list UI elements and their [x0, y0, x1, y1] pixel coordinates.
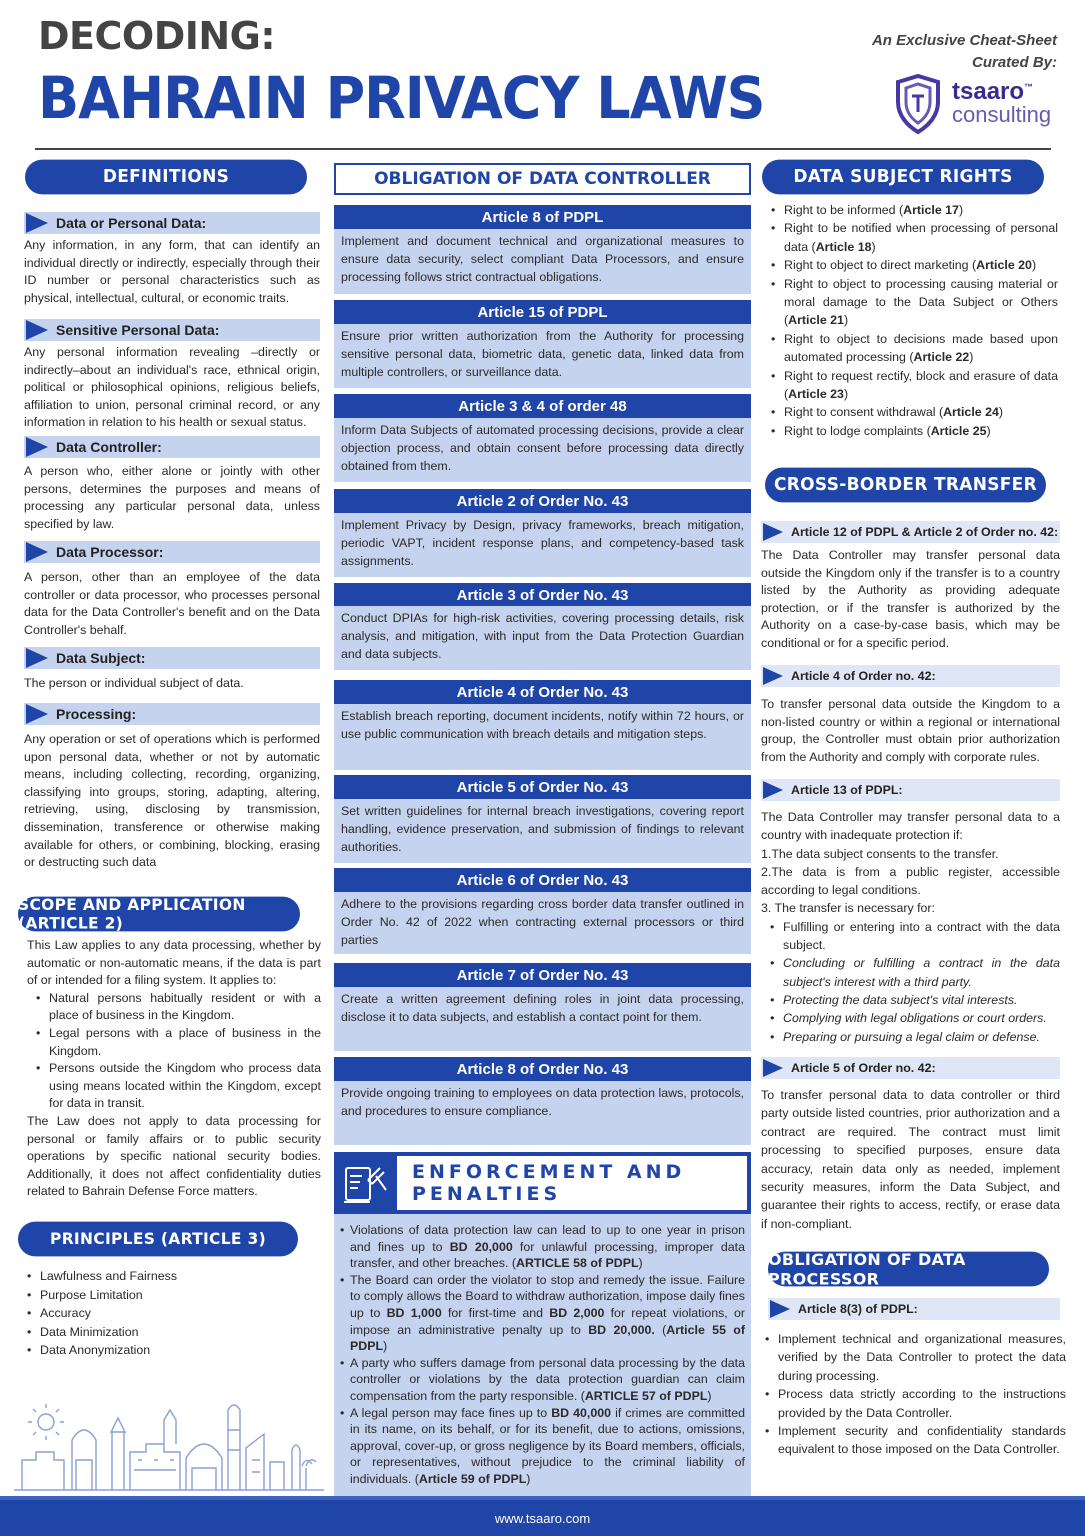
enforcement-bullets	[340, 1222, 745, 1488]
logo-subtitle: consulting	[952, 102, 1052, 127]
right-item: • Right to be notified when processing of personal data (Article 18)	[770, 219, 1058, 256]
article-body: Establish breach reporting, document incidents, notify within 72 hours, or use public communication with breach details and mitigation steps.	[334, 704, 751, 770]
crossborder-s3-bullets	[769, 918, 1060, 1046]
triangle-icon	[26, 213, 48, 233]
crossborder-bullet: • Complying with legal obligations or court orders.	[769, 1009, 1060, 1027]
header-divider	[35, 148, 1051, 150]
article-heading: Article 3 & 4 of order 48	[334, 394, 751, 418]
scope-bullets	[35, 990, 321, 1113]
curated-by-label: Curated By:	[971, 54, 1057, 71]
article-heading: Article 2 of Order No. 43	[334, 489, 751, 513]
processor-title: OBLIGATION OF DATA PROCESSOR	[768, 1252, 1049, 1287]
enforcement-bullet: • The Board can order the violator to stop and remedy the issue. Failure to comply allows the Board to withdraw authorization, impose daily fines up to BD 1,000 for first-time and BD 2,000 for repeat violations, or impose an administrative penalty up to BD 20,000. (Article 55 of PDPL)	[340, 1272, 745, 1355]
triangle-icon	[26, 542, 48, 562]
triangle-icon	[26, 437, 48, 457]
processor-bullet: • Implement security and confidentiality standards equivalent to those imposed on the Data Controller.	[764, 1422, 1066, 1459]
article-heading: Article 4 of Order No. 43	[334, 680, 751, 704]
crossborder-bullet: • Fulfilling or entering into a contract with the data subject.	[769, 918, 1060, 955]
article-body: Create a written agreement defining roles in joint data processing, disclose it to data subjects, and establish a contact point for them.	[334, 987, 751, 1051]
triangle-icon	[763, 781, 783, 799]
article-heading: Article 5 of Order No. 43	[334, 775, 751, 799]
triangle-icon	[770, 1300, 790, 1318]
crossborder-s3-line: 2.The data is from a public register, accessible according to legal conditions.	[761, 864, 1060, 898]
logo-name: tsaaro™	[952, 78, 1034, 105]
triangle-icon	[763, 1059, 783, 1077]
def-text-sensitive-data: Any personal information revealing –directly or indirectly–about an individual's race, ethnical origin, political or philosophical opinions, religious beliefs, affiliation to union, personal criminal record, or any information in relation to his health or sexual status.	[24, 345, 320, 430]
processor-bullets	[764, 1330, 1066, 1459]
right-item: • Right to object to decisions made based upon automated processing (Article 22)	[770, 330, 1058, 367]
article-body: Implement and document technical and organizational measures to ensure data security, select compliant Data Processors, and ensure processing follows strict contractual obligations.	[334, 229, 751, 294]
definitions-title: DEFINITIONS	[25, 160, 307, 195]
rights-title: DATA SUBJECT RIGHTS	[762, 160, 1044, 195]
def-head-data-processor: Data Processor:	[24, 541, 320, 563]
title-line-1: DECODING:	[38, 14, 276, 58]
crossborder-head-3: Article 13 of PDPL:	[761, 779, 1060, 801]
rights-list	[770, 201, 1058, 440]
scope-intro: This Law applies to any data processing, whether by automatic or non-automatic means, if the data is part of or intended for a filing system. It applies to:	[27, 938, 321, 988]
right-item: • Right to object to processing causing material or moral damage to the Data Subject or Others (Article 21)	[770, 275, 1058, 330]
principle-item: • Data Minimization	[26, 1323, 306, 1342]
crossborder-head-2: Article 4 of Order no. 42:	[761, 665, 1060, 687]
triangle-icon	[26, 648, 48, 668]
enforcement-body	[334, 1214, 751, 1496]
crossborder-text-2: To transfer personal data outside the Kingdom to a non-listed country or within a regional or international group, the Controller must obtain prior authorization from the Authority and comply with corporate rules.	[761, 697, 1060, 764]
article-heading: Article 6 of Order No. 43	[334, 868, 751, 892]
cheat-sheet-label: An Exclusive Cheat-Sheet	[871, 32, 1057, 49]
scope-title: SCOPE AND APPLICATION (ARTICLE 2)	[18, 897, 300, 932]
def-head-data-subject: Data Subject:	[24, 647, 320, 669]
principle-item: • Lawfulness and Fairness	[26, 1267, 306, 1286]
triangle-icon	[26, 320, 48, 340]
right-item: • Right to request rectify, block and erasure of data (Article 23)	[770, 367, 1058, 404]
scope-bullet: • Legal persons with a place of business in the Kingdom.	[35, 1025, 321, 1060]
crossborder-s3-intro: The Data Controller may transfer personal data to a country with inadequate protection if:	[761, 810, 1060, 843]
bahrain-skyline-illustration	[14, 1390, 324, 1500]
principle-item: • Purpose Limitation	[26, 1286, 306, 1305]
triangle-icon	[763, 523, 783, 541]
footer-url[interactable]: www.tsaaro.com	[0, 1500, 1085, 1536]
def-head-sensitive-data: Sensitive Personal Data:	[24, 319, 320, 341]
scope-bullet: • Persons outside the Kingdom who process data using means located within the Kingdom, except for data in transit.	[35, 1060, 321, 1113]
article-heading: Article 8 of PDPL	[334, 205, 751, 229]
article-heading: Article 8 of Order No. 43	[334, 1057, 751, 1081]
crossborder-s3-line: 1.The data subject consents to the transfer.	[761, 846, 999, 861]
right-item: • Right to consent withdrawal (Article 24)	[770, 403, 1058, 421]
article-body: Inform Data Subjects of automated processing decisions, provide a clear objection process, and obtain consent before processing data directly obtained from them.	[334, 418, 751, 482]
def-text-data-processor: A person, other than an employee of the data controller or data processor, who processes personal data for the Data Controller's benefit and on the Data Controller's behalf.	[24, 570, 320, 637]
principle-item: • Data Anonymization	[26, 1341, 306, 1360]
right-item: • Right to lodge complaints (Article 25)	[770, 422, 1058, 440]
principles-title: PRINCIPLES (ARTICLE 3)	[18, 1222, 298, 1257]
right-item: • Right to object to direct marketing (Article 20)	[770, 256, 1058, 274]
article-heading: Article 15 of PDPL	[334, 300, 751, 324]
triangle-icon	[763, 667, 783, 685]
enforcement-title: ENFORCEMENT AND PENALTIES	[397, 1156, 747, 1210]
crossborder-text-1: The Data Controller may transfer personal data outside the Kingdom only if the transfer is to a country listed by the Authority as providing adequate protection, or if the transfer is authorized by the Authority on a case-by-case basis, which may be conditional or for a specific period.	[761, 548, 1060, 650]
def-text-data-controller: A person who, either alone or jointly with other persons, determines the purposes and means of processing any particular personal data, unless specified by law.	[24, 464, 320, 531]
crossborder-head-4: Article 5 of Order no. 42:	[761, 1057, 1060, 1079]
principles-list	[26, 1267, 306, 1360]
scope-bullet: • Natural persons habitually resident or with a place of business in the Kingdom.	[35, 990, 321, 1025]
article-heading: Article 7 of Order No. 43	[334, 963, 751, 987]
gavel-document-icon	[338, 1160, 390, 1208]
right-item: • Right to be informed (Article 17)	[770, 201, 1058, 219]
crossborder-bullet: • Protecting the data subject's vital interests.	[769, 991, 1060, 1009]
processor-head: Article 8(3) of PDPL:	[768, 1298, 1060, 1320]
article-body: Set written guidelines for internal breach investigations, covering report handling, evidence preservation, and submission of findings to relevant authorities.	[334, 799, 751, 863]
crossborder-bullet: • Preparing or pursuing a legal claim or defense.	[769, 1028, 1060, 1046]
crossborder-text-3	[761, 808, 1060, 1046]
processor-bullet: • Implement technical and organizational measures, verified by the Data Controller to protect the data during processing.	[764, 1330, 1066, 1385]
article-body: Ensure prior written authorization from the Authority for processing sensitive personal data, biometric data, genetic data, linked data from multiple controllers, or surveillance data.	[334, 324, 751, 388]
article-body: Implement Privacy by Design, privacy frameworks, breach mitigation, periodic VAPT, incident response plans, and competency-based task assignments.	[334, 513, 751, 577]
def-text-processing: Any operation or set of operations which is performed upon personal data, whether or not by automatic means, including collecting, recording, organizing, classifying into groups, storing, adapting, altering, retrieving, using, disclosing by transmission, dissemination, transference or otherwise making available for others, or combining, blocking, erasing or destructing such data	[24, 732, 320, 870]
scope-section	[27, 937, 321, 1201]
article-heading: Article 3 of Order No. 43	[334, 583, 751, 607]
def-text-data-subject: The person or individual subject of data.	[24, 676, 244, 690]
processor-bullet: • Process data strictly according to the instructions provided by the Data Controller.	[764, 1385, 1066, 1422]
crossborder-s3-line: 3. The transfer is necessary for:	[761, 901, 936, 916]
enforcement-bullet: • A legal person may face fines up to BD 40,000 if crimes are committed in its name, on its behalf, or for its benefit, due to actions, omissions, approval, cover-up, or gross negligence by its Board members, officials, or representatives, without prejudice to the criminal liability of individuals. (Article 59 of PDPL)	[340, 1405, 745, 1488]
crossborder-bullet: • Concluding or fulfilling a contract in the data subject's interest with a third party.	[769, 954, 1060, 991]
crossborder-text-4: To transfer personal data to data controller or third party outside listed countries, prior authorization and a contract are required. The contract must limit processing to specified purposes, ensure data accuracy, retain data only as needed, implement security measures, inform the Data Subject, and guarantee their rights to access, rectify, or erase data if non-compliant.	[761, 1088, 1060, 1231]
article-body: Adhere to the provisions regarding cross border data transfer outlined in Order No. 42 of 2022 when contracting external processors or third parties	[334, 892, 751, 954]
crossborder-title: CROSS-BORDER TRANSFER	[765, 468, 1046, 503]
triangle-icon	[26, 704, 48, 724]
def-head-data-controller: Data Controller:	[24, 436, 320, 458]
crossborder-head-1: Article 12 of PDPL & Article 2 of Order no. 42:	[761, 521, 1060, 543]
scope-outro: The Law does not apply to data processing for personal or family affairs or to public security operations by specific national security bodies. Additionally, it does not affect confidentiality duties related to Bahrain Defense Force matters.	[27, 1113, 321, 1199]
principle-item: • Accuracy	[26, 1304, 306, 1323]
def-head-processing: Processing:	[24, 703, 320, 725]
controller-title: OBLIGATION OF DATA CONTROLLER	[334, 163, 751, 195]
enforcement-bullet: • Violations of data protection law can lead to up to one year in prison and fines up to BD 20,000 for unlawful processing, improper data transfer, and other breaches. (ARTICLE 58 of PDPL)	[340, 1222, 745, 1272]
enforcement-bullet: • A party who suffers damage from personal data processing by the data controller or violations by the data protection guardian can claim compensation from the party responsible. (ARTICLE 57 of PDPL)	[340, 1355, 745, 1405]
def-text-personal-data: Any information, in any form, that can identify an individual directly or indirectly, especially through their ID number or personal characteristics such as physical, intellectual, cultural, or economic traits.	[24, 238, 320, 305]
def-head-personal-data: Data or Personal Data:	[24, 212, 320, 234]
title-line-2: BAHRAIN PRIVACY LAWS	[38, 64, 765, 133]
article-body: Provide ongoing training to employees on data protection laws, protocols, and procedures to ensure compliance.	[334, 1081, 751, 1145]
article-body: Conduct DPIAs for high-risk activities, covering processing details, risk analysis, and mitigation, with input from the Data Protection Guardian and data subjects.	[334, 606, 751, 670]
